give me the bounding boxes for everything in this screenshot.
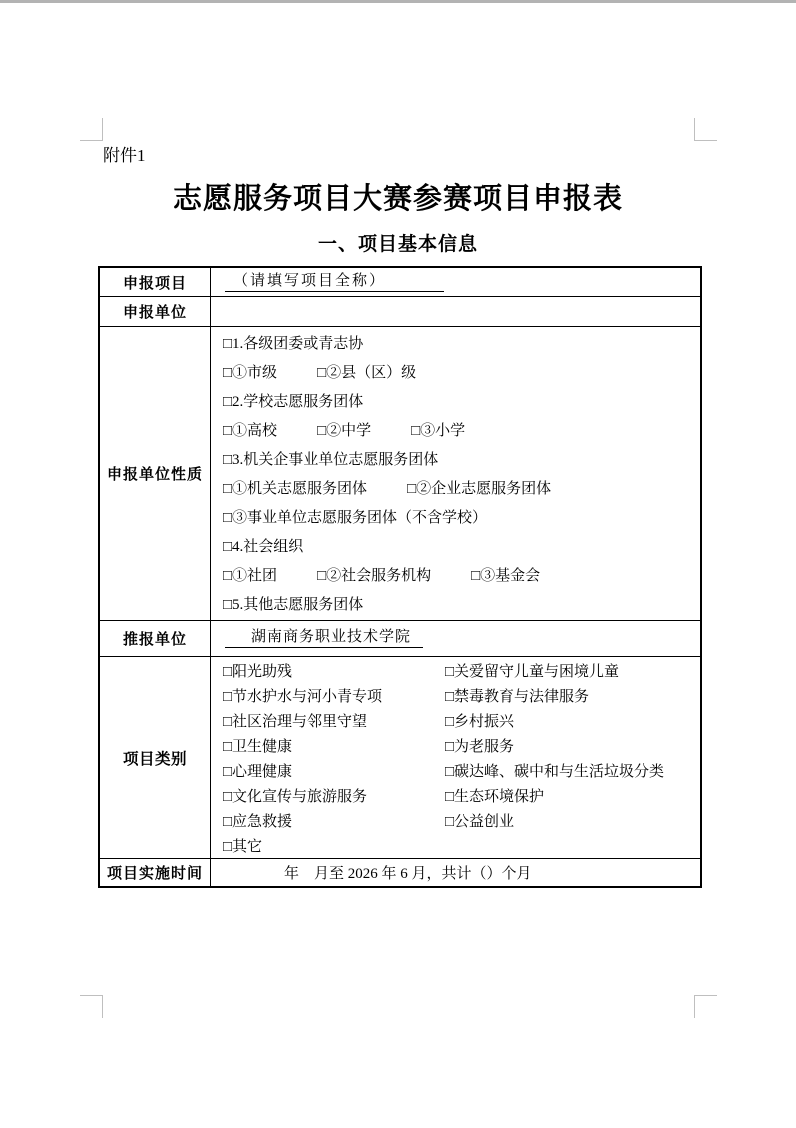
option-line	[223, 562, 700, 591]
applicant-unit-input[interactable]	[211, 297, 700, 326]
checkbox-option[interactable]: □禁毒教育与法律服务	[445, 689, 590, 705]
project-category-label: 项目类别	[100, 657, 211, 858]
recommending-unit-label: 推报单位	[100, 621, 211, 656]
checkbox-option[interactable]: □①高校	[223, 423, 278, 439]
checkbox-option[interactable]: □4.社会组织	[223, 539, 304, 555]
option-line	[223, 330, 700, 359]
checkbox-option[interactable]: □3.机关企事业单位志愿服务团体	[223, 452, 439, 468]
checkbox-option[interactable]: □卫生健康	[223, 739, 293, 755]
section-heading: 一、项目基本信息	[317, 234, 478, 255]
checkbox-option[interactable]: □阳光助残	[223, 664, 293, 680]
checkbox-option[interactable]: □②县（区）级	[317, 365, 417, 381]
implementation-time-value[interactable]: 年 月至 2026 年 6 月，共计（）个月	[284, 866, 532, 882]
project-category-options	[211, 657, 700, 858]
checkbox-option[interactable]: □①市级	[223, 365, 278, 381]
row-project-category	[100, 656, 700, 858]
category-column-left	[223, 660, 445, 858]
checkbox-option[interactable]: □①社团	[223, 568, 278, 584]
margin-crop-mark-bottom-left	[80, 995, 103, 1018]
checkbox-option[interactable]: □①机关志愿服务团体	[223, 481, 368, 497]
project-name-value-cell	[211, 268, 700, 296]
recommending-unit-input[interactable]: 湖南商务职业技术学院	[225, 629, 423, 648]
margin-crop-mark-top-right	[694, 118, 717, 141]
option-line	[223, 591, 700, 620]
project-name-input[interactable]: （请填写项目全称）	[225, 273, 444, 292]
checkbox-option[interactable]: □心理健康	[223, 764, 293, 780]
attachment-label: 附件1	[103, 146, 146, 165]
checkbox-option[interactable]: □文化宣传与旅游服务	[223, 789, 368, 805]
checkbox-option[interactable]: □1.各级团委或青志协	[223, 336, 364, 352]
checkbox-option[interactable]: □碳达峰、碳中和与生活垃圾分类	[445, 764, 665, 780]
option-line	[223, 533, 700, 562]
implementation-time-label: 项目实施时间	[100, 859, 211, 886]
row-applicant-unit	[100, 296, 700, 326]
margin-crop-mark-top-left	[80, 118, 103, 141]
checkbox-option[interactable]: □乡村振兴	[445, 714, 515, 730]
option-line	[223, 359, 700, 388]
category-column-right	[445, 660, 700, 858]
checkbox-option[interactable]: □为老服务	[445, 739, 515, 755]
page-top-edge	[0, 0, 796, 3]
row-recommending-unit	[100, 620, 700, 656]
margin-crop-mark-bottom-right	[694, 995, 717, 1018]
unit-nature-label: 申报单位性质	[100, 327, 211, 620]
checkbox-option[interactable]: □节水护水与河小青专项	[223, 689, 383, 705]
option-line	[223, 417, 700, 446]
row-project-name	[100, 268, 700, 296]
option-line	[223, 388, 700, 417]
option-line	[223, 446, 700, 475]
row-implementation-time	[100, 858, 700, 886]
checkbox-option[interactable]: □③事业单位志愿服务团体（不含学校）	[223, 510, 488, 526]
applicant-unit-label: 申报单位	[100, 297, 211, 326]
unit-nature-options	[211, 327, 700, 620]
checkbox-option[interactable]: □公益创业	[445, 814, 515, 830]
checkbox-option[interactable]: □2.学校志愿服务团体	[223, 394, 364, 410]
checkbox-option[interactable]: □5.其他志愿服务团体	[223, 597, 364, 613]
checkbox-option[interactable]: □社区治理与邻里守望	[223, 714, 368, 730]
document-title: 志愿服务项目大赛参赛项目申报表	[172, 183, 623, 215]
application-form-table	[98, 266, 702, 888]
checkbox-option[interactable]: □②社会服务机构	[317, 568, 432, 584]
checkbox-option[interactable]: □应急救援	[223, 814, 293, 830]
checkbox-option[interactable]: □③基金会	[471, 568, 541, 584]
checkbox-option[interactable]: □②企业志愿服务团体	[407, 481, 552, 497]
option-line	[223, 504, 700, 533]
checkbox-option[interactable]: □②中学	[317, 423, 372, 439]
checkbox-option[interactable]: □其它	[223, 839, 263, 855]
option-line	[223, 475, 700, 504]
row-unit-nature	[100, 326, 700, 620]
checkbox-option[interactable]: □生态环境保护	[445, 789, 545, 805]
project-name-label: 申报项目	[100, 268, 211, 296]
recommending-unit-value-cell	[211, 621, 700, 656]
checkbox-option[interactable]: □③小学	[411, 423, 466, 439]
checkbox-option[interactable]: □关爱留守儿童与困境儿童	[445, 664, 620, 680]
